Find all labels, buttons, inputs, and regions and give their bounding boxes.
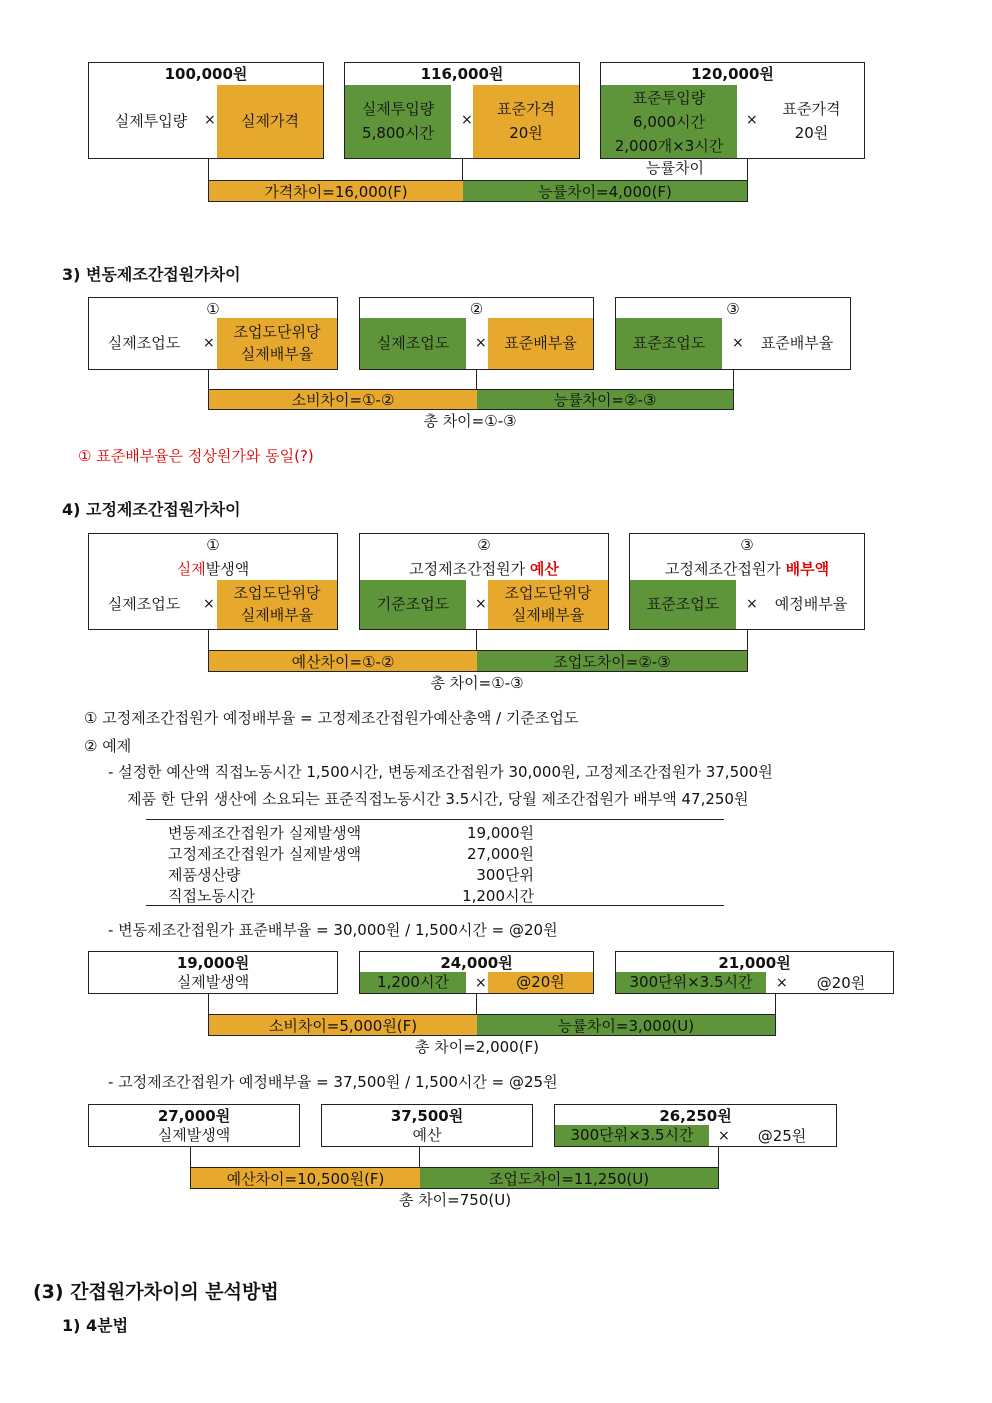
table-value: 19,000원 — [467, 824, 534, 842]
actual-input-qty: 실제투입량 — [114, 111, 188, 130]
cell-line: 20원 — [794, 123, 829, 142]
amount-label: 120,000원 — [691, 65, 774, 83]
standard-capacity-cell: 표준조업도 — [616, 318, 722, 369]
efficiency-variance: 능률차이=4,000(F) — [463, 181, 747, 201]
table-rule — [146, 905, 724, 906]
connector — [718, 1147, 719, 1169]
cell-line: 표준가격 — [497, 100, 555, 119]
table-rule — [146, 819, 724, 820]
volume-variance: 조업도차이=11,250(U) — [420, 1168, 718, 1188]
variance-bar — [190, 1167, 719, 1189]
rate-text: @25원 — [757, 1127, 807, 1145]
total-variance: 총 차이=①-③ — [430, 674, 524, 692]
example-text: - 설정한 예산액 직접노동시간 1,500시간, 변동제조간접원가 30,000원, 고정제조간접원가 37,500원 — [108, 763, 773, 781]
note: ② 예제 — [84, 737, 132, 755]
hours-cell: 1,200시간 — [360, 972, 466, 993]
amount-label: 19,000원 — [176, 954, 250, 972]
title-rest: 고정제조간접원가 — [409, 560, 526, 578]
price-box-standard — [600, 62, 865, 159]
cell-line: 실제배부율 — [240, 605, 314, 624]
total-variance: 총 차이=2,000(F) — [414, 1038, 540, 1056]
circle-number: ③ — [726, 300, 740, 318]
cell-line: 5,800시간 — [362, 123, 434, 142]
cell-line: 2,000개×3시간 — [614, 136, 724, 155]
title-red: 실제 — [176, 560, 206, 578]
table-label: 고정제조간접원가 실제발생액 — [168, 845, 362, 863]
total-variance: 총 차이=750(U) — [398, 1191, 512, 1209]
budget-variance: 예산차이=①-② — [209, 651, 477, 671]
cell-line: 조업도단위당 — [233, 322, 321, 341]
fix-budget-box — [321, 1104, 533, 1147]
spending-variance: 소비차이=①-② — [209, 390, 477, 409]
fix-actual-box — [88, 1104, 300, 1147]
connector — [747, 159, 748, 181]
section-heading: 4) 고정제조간접원가차이 — [62, 500, 241, 519]
circle-number: ① — [206, 300, 220, 318]
actual-capacity: 실제조업도 — [107, 594, 181, 613]
efficiency-variance: 능률차이=②-③ — [477, 390, 733, 409]
amount-label: 37,500원 — [390, 1107, 464, 1125]
times-sign: × — [718, 1128, 730, 1144]
rate-line: - 변동제조간접원가 표준배부율 = 30,000원 / 1,500시간 = @20원 — [108, 921, 558, 939]
variance-bar — [208, 180, 748, 202]
amount-label: 116,000원 — [420, 65, 504, 83]
actual-rate-cell — [217, 580, 337, 629]
base-capacity-cell: 기준조업도 — [360, 580, 466, 629]
rate-text: @20원 — [816, 974, 866, 992]
box-title — [360, 560, 608, 578]
cell-line: 20원 — [509, 123, 543, 142]
variance-bar — [208, 389, 734, 410]
price-variance: 가격차이=16,000(F) — [209, 181, 463, 201]
box-title — [89, 560, 337, 578]
actual-rate-cell — [217, 318, 337, 369]
times-sign: × — [746, 112, 758, 128]
connector — [208, 994, 209, 1014]
amount-label: 100,000원 — [164, 65, 248, 83]
cell-line: 6,000시간 — [633, 112, 705, 131]
box-label: 실제발생액 — [176, 973, 250, 991]
standard-rate-text: 표준배부율 — [760, 333, 834, 352]
note: ① 표준배부율은 정상원가와 동일(?) — [78, 447, 314, 465]
note: ① 고정제조간접원가 예정배부율 = 고정제조간접원가예산총액 / 기준조업도 — [84, 709, 579, 727]
times-sign: × — [475, 335, 487, 351]
times-sign: × — [776, 975, 788, 991]
box-label: 예산 — [412, 1126, 442, 1144]
variable-box-3 — [615, 297, 851, 370]
sub-heading: 1) 4분법 — [62, 1316, 129, 1335]
standard-price-text — [759, 85, 864, 158]
amount-label: 26,250원 — [659, 1107, 732, 1125]
budget-variance: 예산차이=10,500원(F) — [191, 1168, 420, 1188]
fixed-box-3 — [629, 533, 865, 630]
actual-input-cell — [345, 85, 451, 158]
circle-number: ① — [206, 536, 220, 554]
cell-line: 실제투입량 — [361, 100, 435, 119]
price-box-mixed — [344, 62, 580, 159]
connector — [476, 994, 477, 1014]
actual-capacity-cell: 실제조업도 — [360, 318, 466, 369]
volume-variance: 조업도차이=②-③ — [477, 651, 747, 671]
title-rest: 고정제조간접원가 — [664, 560, 781, 578]
connector — [462, 159, 463, 181]
var-applied-box — [615, 951, 894, 994]
variable-box-2 — [359, 297, 594, 370]
circle-number: ② — [469, 300, 484, 318]
table-label: 직접노동시간 — [168, 887, 255, 905]
connector — [190, 1147, 191, 1169]
standard-price-cell — [473, 85, 579, 158]
standard-hours-cell: 300단위×3.5시간 — [616, 972, 766, 993]
rate-cell: @20원 — [488, 972, 593, 993]
fix-applied-box — [554, 1104, 837, 1147]
circle-number: ③ — [740, 536, 754, 554]
section-heading: 3) 변동제조간접원가차이 — [62, 265, 241, 284]
table-label: 제품생산량 — [168, 866, 241, 884]
cell-line: 실제배부율 — [511, 605, 585, 624]
title-rest: 발생액 — [205, 560, 250, 578]
actual-price-cell: 실제가격 — [217, 85, 323, 158]
times-sign: × — [475, 596, 487, 612]
efficiency-variance: 능률차이=3,000(U) — [477, 1015, 775, 1035]
connector — [733, 370, 734, 390]
var-actual-box — [88, 951, 338, 994]
variance-bar — [208, 650, 748, 672]
title-red: 배부액 — [785, 560, 830, 578]
connector — [476, 370, 477, 390]
table-label: 변동제조간접원가 실제발생액 — [168, 824, 362, 842]
standard-input-cell — [601, 85, 737, 158]
times-sign: × — [203, 596, 215, 612]
planned-rate-text: 예정배부율 — [774, 594, 848, 613]
price-box-actual — [88, 62, 324, 159]
times-sign: × — [461, 112, 473, 128]
connector — [419, 1147, 420, 1169]
times-sign: × — [746, 596, 758, 612]
table-value: 1,200시간 — [462, 887, 534, 905]
spending-variance: 소비차이=5,000원(F) — [209, 1015, 477, 1035]
amount-label: 27,000원 — [157, 1107, 231, 1125]
standard-hours-cell: 300단위×3.5시간 — [555, 1125, 709, 1146]
times-sign: × — [475, 975, 487, 991]
cell-line: 표준가격 — [782, 100, 841, 119]
connector — [208, 159, 209, 181]
cell-line: 조업도단위당 — [504, 583, 592, 602]
times-sign: × — [732, 335, 744, 351]
standard-capacity-cell: 표준조업도 — [630, 580, 736, 629]
title-red: 예산 — [529, 560, 559, 578]
fixed-box-2 — [359, 533, 609, 630]
table-value: 300단위 — [476, 866, 534, 884]
box-label: 실제발생액 — [157, 1126, 231, 1144]
variable-box-1 — [88, 297, 338, 370]
cell-line: 표준투입량 — [632, 88, 706, 107]
amount-label: 21,000원 — [718, 954, 791, 972]
connector — [747, 630, 748, 650]
var-budget-box — [359, 951, 594, 994]
chapter-heading: (3) 간접원가차이의 분석방법 — [33, 1281, 279, 1303]
connector — [208, 370, 209, 390]
rate-line: - 고정제조간접원가 예정배부율 = 37,500원 / 1,500시간 = @25원 — [108, 1073, 558, 1091]
connector — [208, 630, 209, 650]
circle-number: ② — [477, 536, 491, 554]
actual-rate-cell — [488, 580, 608, 629]
cell-line: 실제배부율 — [240, 344, 314, 363]
table-value: 27,000원 — [467, 845, 534, 863]
actual-capacity: 실제조업도 — [107, 333, 181, 352]
total-variance: 총 차이=①-③ — [423, 412, 517, 430]
fixed-box-1 — [88, 533, 338, 630]
box-title — [630, 560, 864, 578]
connector — [775, 994, 776, 1014]
times-sign: × — [204, 112, 216, 128]
connector — [476, 630, 477, 650]
times-sign: × — [203, 335, 215, 351]
amount-label: 24,000원 — [440, 954, 513, 972]
standard-rate-cell: 표준배부율 — [488, 318, 593, 369]
cell-line: 조업도단위당 — [233, 583, 321, 602]
example-text: 제품 한 단위 생산에 소요되는 표준직접노동시간 3.5시간, 당월 제조간접원가 배부액 47,250원 — [127, 790, 749, 808]
variance-bar — [208, 1014, 776, 1036]
efficiency-label: 능률차이 — [646, 159, 704, 177]
